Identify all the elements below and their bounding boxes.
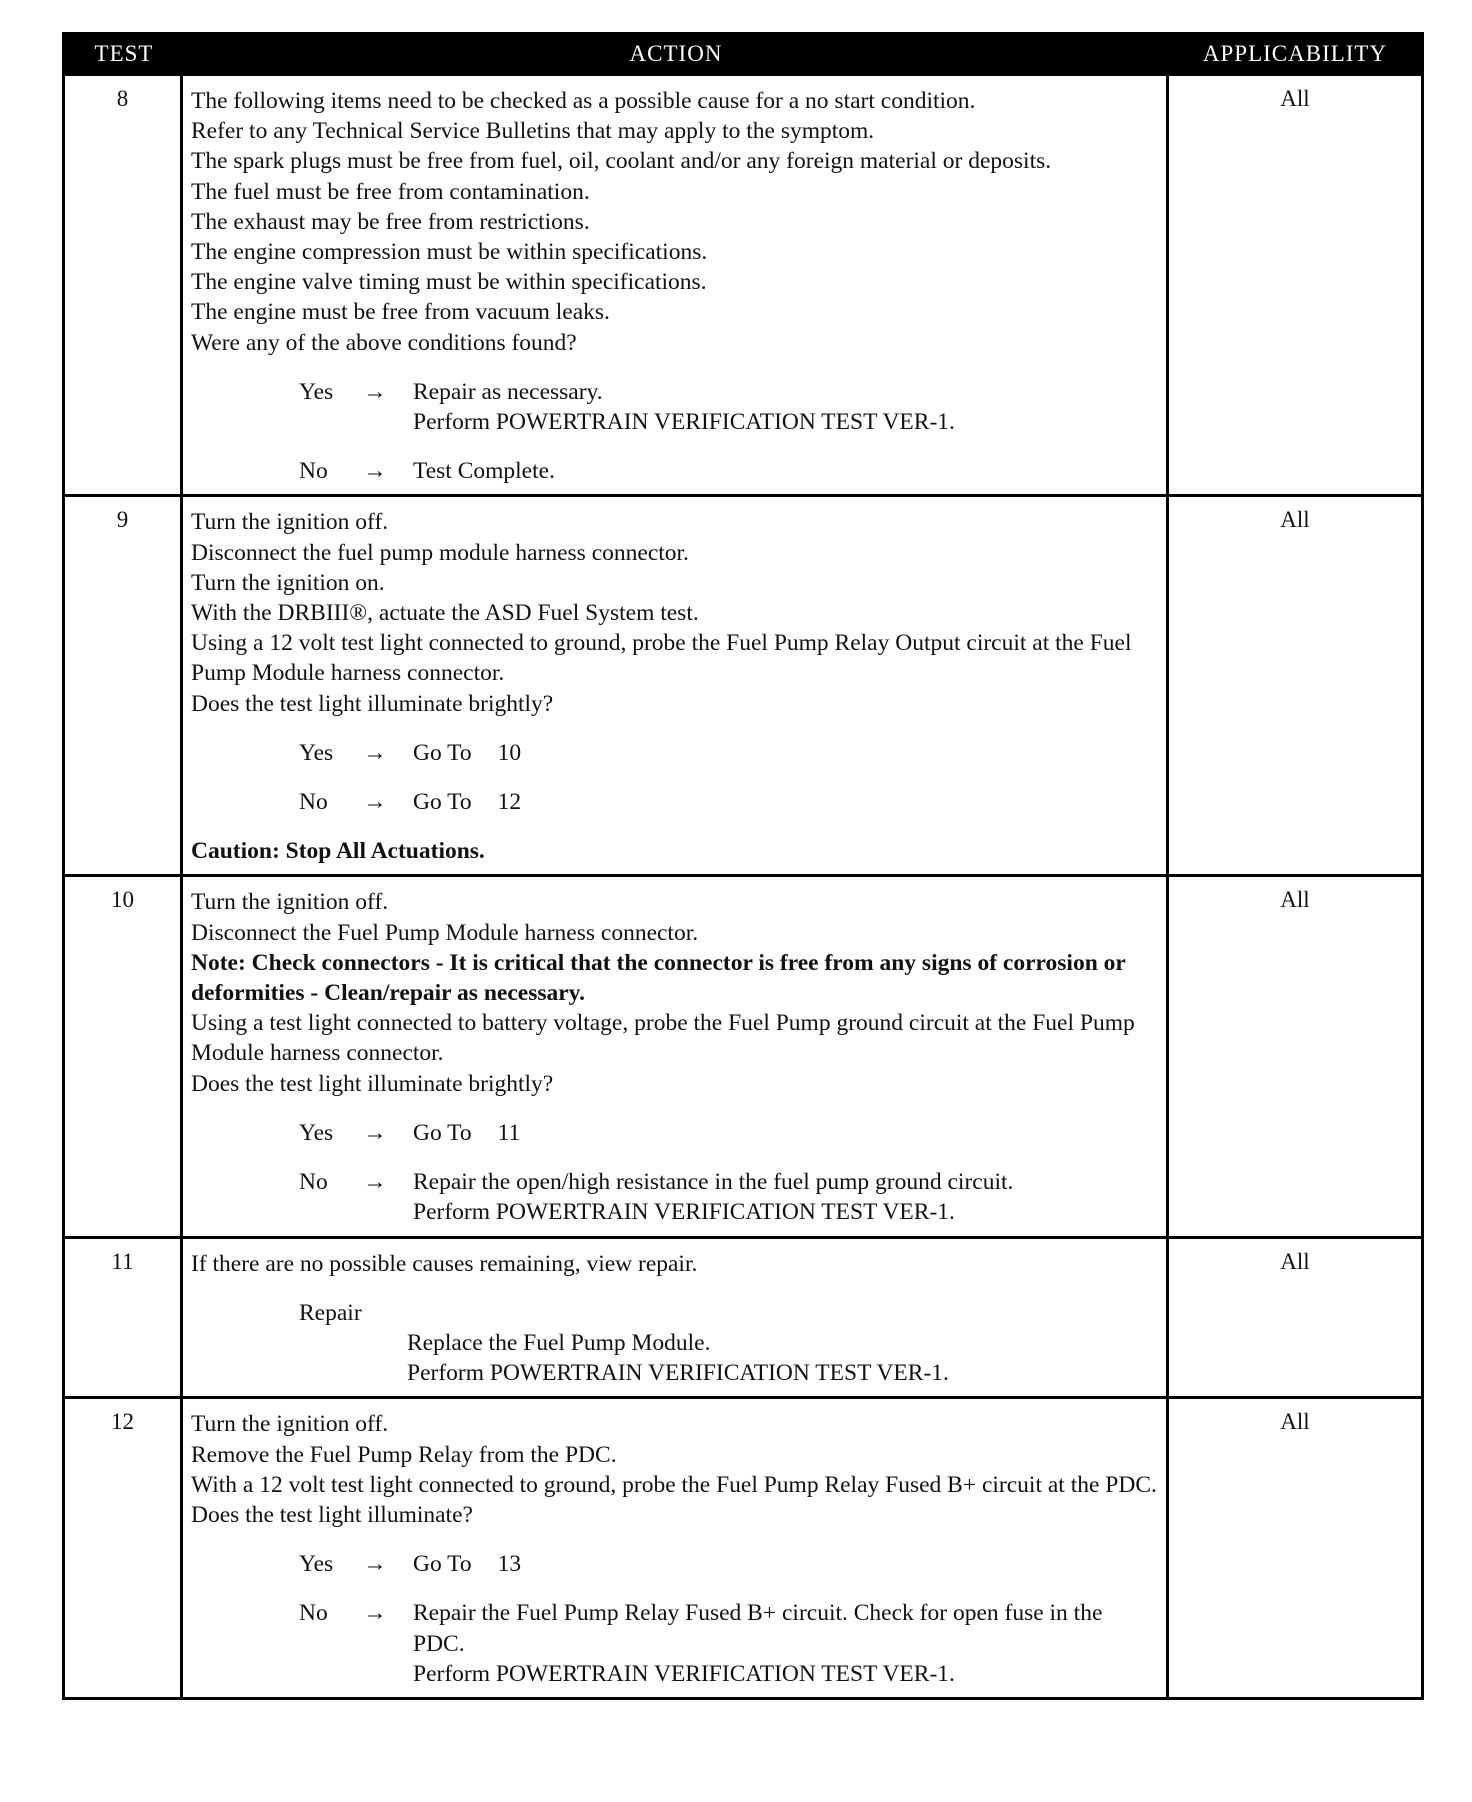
yes-label: Yes <box>299 1119 334 1146</box>
goto-test-link[interactable]: 11 <box>497 1119 521 1146</box>
action-cell <box>183 1399 1169 1697</box>
action-line: If there are no possible causes remaining, view repair. <box>191 1250 698 1277</box>
action-line: Were any of the above conditions found? <box>191 329 577 356</box>
diagnostic-test-table <box>62 32 1424 1700</box>
header-action: ACTION <box>629 41 723 66</box>
yes-answer <box>191 1549 1158 1579</box>
yes-result: Perform POWERTRAIN VERIFICATION TEST VER-1. <box>413 409 955 436</box>
action-line: Disconnect the fuel pump module harness connector. <box>191 539 689 566</box>
yes-answer <box>191 1118 1158 1148</box>
header-test: TEST <box>94 41 154 66</box>
action-line: The fuel must be free from contamination. <box>191 178 590 205</box>
action-line: The engine must be free from vacuum leaks. <box>191 299 610 326</box>
action-line: The following items need to be checked as a possible cause for a no start condition. <box>191 88 976 114</box>
connector-note: Note: Check connectors - It is critical that the connector is free from any signs of corrosion or deformities - Clean/repair as necessary. <box>191 949 1126 1007</box>
action-line: Turn the ignition on. <box>191 569 385 596</box>
test-number: 8 <box>65 76 183 494</box>
yes-label: Yes <box>299 739 334 766</box>
no-answer <box>191 1167 1158 1227</box>
header-applicability: APPLICABILITY <box>1202 41 1388 66</box>
no-result: Perform POWERTRAIN VERIFICATION TEST VER-1. <box>413 1199 955 1226</box>
goto-test-link[interactable]: 12 <box>497 789 522 816</box>
no-result: Test Complete. <box>413 458 555 485</box>
action-line: Turn the ignition off. <box>191 1411 389 1438</box>
yes-label: Yes <box>299 1551 334 1578</box>
no-answer <box>191 787 1158 817</box>
goto-label: Go To <box>413 1551 472 1578</box>
no-label: No <box>299 789 328 816</box>
action-line: Remove the Fuel Pump Relay from the PDC. <box>191 1441 617 1468</box>
yes-label: Yes <box>299 378 334 405</box>
action-line: The engine compression must be within specifications. <box>191 239 708 266</box>
goto-label: Go To <box>413 789 472 816</box>
action-line: With a 12 volt test light connected to ground, probe the Fuel Pump Relay Fused B+ circuit at the PDC. <box>191 1471 1157 1498</box>
applicability-cell: All <box>1280 1248 1310 1274</box>
no-result: Repair the open/high resistance in the fuel pump ground circuit. <box>413 1169 1014 1196</box>
action-cell <box>183 1239 1169 1397</box>
yes-answer <box>191 738 1158 768</box>
arrow-icon: → <box>363 1600 387 1627</box>
goto-label: Go To <box>413 739 472 766</box>
repair-block <box>191 1298 1158 1328</box>
test-number: 11 <box>65 1239 183 1397</box>
action-line: Disconnect the Fuel Pump Module harness connector. <box>191 919 699 946</box>
action-line: Turn the ignition off. <box>191 509 389 536</box>
repair-step: Perform POWERTRAIN VERIFICATION TEST VER-1. <box>407 1360 949 1387</box>
action-line: Refer to any Technical Service Bulletins that may apply to the symptom. <box>191 118 875 145</box>
no-result: Repair the Fuel Pump Relay Fused B+ circuit. Check for open fuse in the PDC. <box>413 1600 1103 1657</box>
caution-note: Caution: Stop All Actuations. <box>191 838 485 865</box>
arrow-icon: → <box>363 378 387 405</box>
action-cell <box>183 877 1169 1235</box>
no-label: No <box>299 458 328 485</box>
arrow-icon: → <box>363 1551 387 1578</box>
table-header <box>65 35 1421 73</box>
action-cell <box>183 497 1169 874</box>
arrow-icon: → <box>363 789 387 816</box>
goto-label: Go To <box>413 1119 472 1146</box>
action-line: Using a test light connected to battery voltage, probe the Fuel Pump ground circuit at the Fuel Pump Module harness connector. <box>191 1010 1135 1067</box>
action-line: The exhaust may be free from restrictions. <box>191 208 590 235</box>
test-number: 9 <box>65 497 183 874</box>
applicability-cell: All <box>1280 86 1310 111</box>
action-line: Does the test light illuminate? <box>191 1501 473 1528</box>
test-row-12 <box>65 1396 1421 1697</box>
goto-test-link[interactable]: 13 <box>497 1551 522 1578</box>
arrow-icon: → <box>363 1119 387 1146</box>
applicability-cell: All <box>1280 507 1310 533</box>
action-line: Using a 12 volt test light connected to ground, probe the Fuel Pump Relay Output circuit at the Fuel Pump Module harness connector. <box>191 630 1132 687</box>
action-line: The engine valve timing must be within specifications. <box>191 269 707 296</box>
goto-test-link[interactable]: 10 <box>497 739 522 766</box>
no-label: No <box>299 1600 328 1627</box>
action-line: Turn the ignition off. <box>191 889 389 916</box>
arrow-icon: → <box>363 739 387 766</box>
action-line: Does the test light illuminate brightly? <box>191 1070 554 1097</box>
yes-answer <box>191 377 1158 437</box>
arrow-icon: → <box>363 1169 387 1196</box>
action-line: Does the test light illuminate brightly? <box>191 690 554 717</box>
test-number: 12 <box>65 1399 183 1697</box>
yes-result: Repair as necessary. <box>413 378 603 405</box>
no-answer <box>191 456 1158 486</box>
no-label: No <box>299 1169 328 1196</box>
test-number: 10 <box>65 877 183 1235</box>
repair-label: Repair <box>299 1299 362 1326</box>
no-answer <box>191 1598 1158 1689</box>
applicability-cell: All <box>1280 1409 1310 1435</box>
test-row-10 <box>65 874 1421 1235</box>
test-row-8 <box>65 73 1421 494</box>
action-line: With the DRBIII®, actuate the ASD Fuel System test. <box>191 600 699 627</box>
test-row-9 <box>65 494 1421 874</box>
applicability-cell: All <box>1280 887 1310 913</box>
action-line: The spark plugs must be free from fuel, oil, coolant and/or any foreign material or deposits. <box>191 148 1052 175</box>
test-row-11 <box>65 1236 1421 1397</box>
action-cell <box>183 76 1169 494</box>
repair-step: Replace the Fuel Pump Module. <box>407 1329 711 1356</box>
repair-steps <box>191 1328 1158 1388</box>
no-result: Perform POWERTRAIN VERIFICATION TEST VER-1. <box>413 1660 955 1687</box>
arrow-icon: → <box>363 458 387 485</box>
